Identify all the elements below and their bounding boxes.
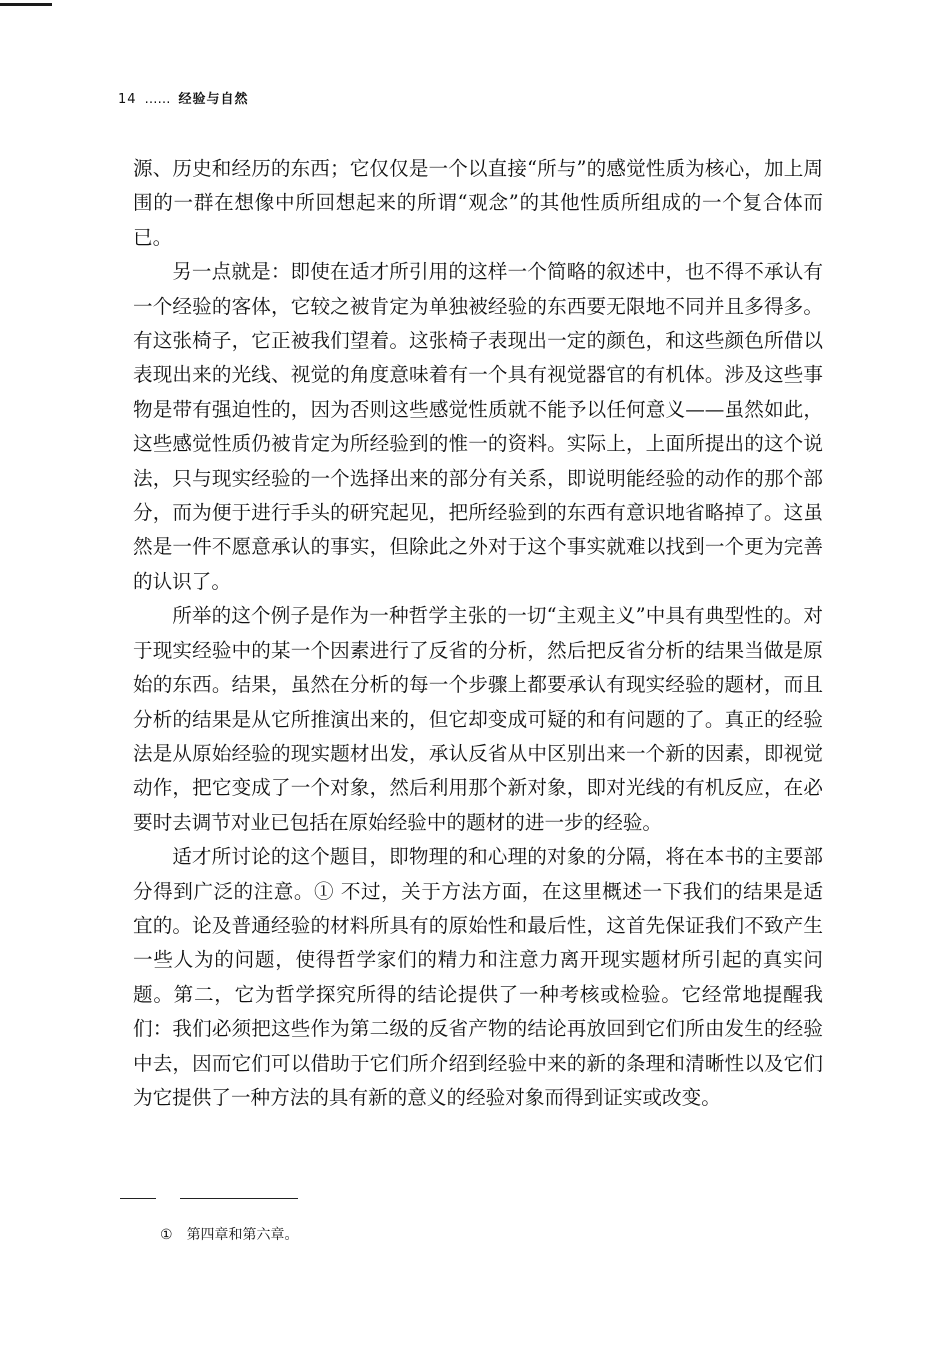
running-header [118, 88, 249, 107]
header-leader: …… [144, 92, 171, 107]
footnote-rule-long [180, 1198, 298, 1199]
footnote-rule-short [120, 1198, 156, 1199]
page-number: 14 [118, 92, 137, 107]
paragraph-subjectivism-example: 所举的这个例子是作为一种哲学主张的一切“主观主义”中具有典型性的。对于现实经验中的某一个因素进行了反省的分析，然后把反省分析的结果当做是原始的东西。结果，虽然在分析的每一个步骤上都要承认有现实经验的题材，而且分析的结果是从它所推演出来的，但它却变成可疑的和有问题的了。真正的经验法是从原始经验的现实题材出发，承认反省从中区别出来一个新的因素，即视觉动作，把它变成了一个对象，然后利用那个新对象，即对光线的有机反应，在必要时去调节对业已包括在原始经验中的题材的进一步的经验。 [133, 604, 823, 834]
paragraph-object-of-experience: 另一点就是：即使在适才所引用的这样一个简略的叙述中，也不得不承认有一个经验的客体，它较之被肯定为单独被经验的东西要无限地不同并且多得多。有这张椅子，它正被我们望着。这张椅子表现出一定的颜色，和这些颜色所借以表现出来的光线、视觉的角度意味着有一个具有视觉器官的有机体。涉及这些事物是带有强迫性的，因为否则这些感觉性质就不能予以任何意义——虽然如此，这些感觉性质仍被肯定为所经验到的惟一的资料。实际上，上面所提出的这个说法，只与现实经验的一个选择出来的部分有关系，即说明能经验的动作的那个部分，而为便于进行手头的研究起见，把所经验到的东西有意识地省略掉了。这虽然是一件不愿意承认的事实，但除此之外对于这个事实就难以找到一个更为完善的认识了。 [133, 260, 823, 593]
paragraph-continuation: 源、历史和经历的东西；它仅仅是一个以直接“所与”的感觉性质为核心，加上周围的一群在想像中所回想起来的所谓“观念”的其他性质所组成的一个复合体而已。 [133, 157, 823, 249]
body-text [133, 152, 823, 1115]
book-title: 经验与自然 [178, 92, 249, 107]
footnote-mark: ① [160, 1227, 173, 1243]
footnote-text: 第四章和第六章。 [186, 1227, 299, 1243]
paragraph-method-summary: 适才所讨论的这个题目，即物理的和心理的对象的分隔，将在本书的主要部分得到广泛的注意。① 不过，关于方法方面，在这里概述一下我们的结果是适宜的。论及普通经验的材料所具有的原始性和最后性，这首先保证我们不致产生一些人为的问题，使得哲学家们的精力和注意力离开现实题材所引起的真实问题。第二，它为哲学探究所得的结论提供了一种考核或检验。它经常地提醒我们：我们必须把这些作为第二级的反省产物的结论再放回到它们所由发生的经验中去，因而它们可以借助于它们所介绍到经验中来的新的条理和清晰性以及它们为它提供了一种方法的具有新的意义的经验对象而得到证实或改变。 [133, 845, 823, 1109]
top-edge-rule [0, 3, 52, 6]
footnote [160, 1224, 299, 1244]
